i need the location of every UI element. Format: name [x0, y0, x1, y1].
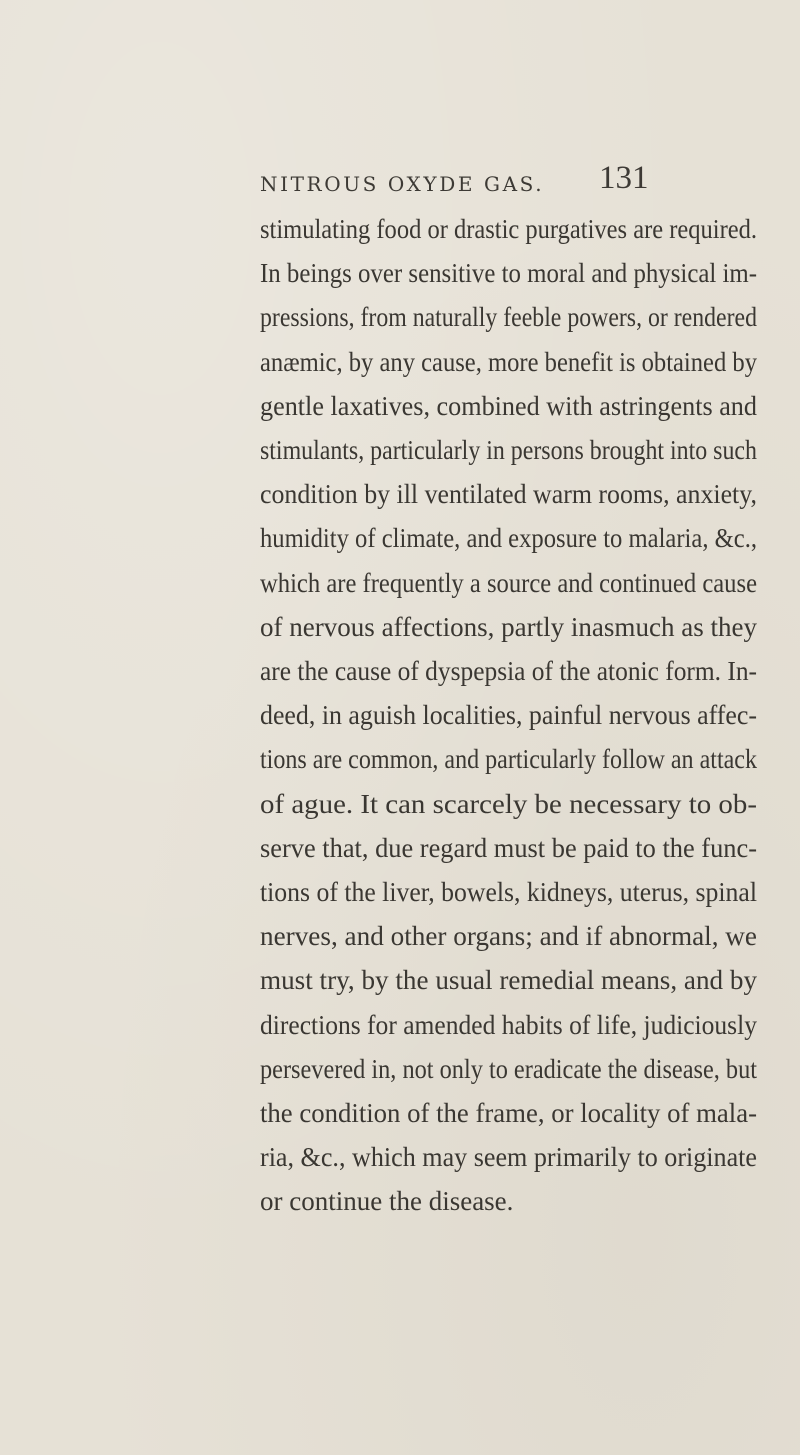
text-line: pressions, from naturally feeble powers, or rendered — [260, 302, 757, 332]
running-head — [260, 160, 660, 200]
text-line: gentle laxatives, combined with astringents and — [260, 391, 757, 421]
text-line: tions of the liver, bowels, kidneys, uterus, spinal — [260, 877, 757, 907]
text-line: deed, in aguish localities, painful nervous affec- — [260, 700, 758, 730]
text-line: anæmic, by any cause, more benefit is obtained by — [260, 347, 757, 377]
text-line: stimulating food or drastic purgatives are required. — [260, 214, 757, 244]
text-line: tions are common, and particularly follow an attack — [260, 744, 758, 774]
text-line: In beings over sensitive to moral and physical im- — [260, 258, 758, 288]
text-line: must try, by the usual remedial means, and by — [260, 965, 758, 995]
text-line: directions for amended habits of life, judiciously — [260, 1010, 757, 1040]
text-line: of ague. It can scarcely be necessary to ob- — [260, 789, 757, 819]
text-line: are the cause of dyspepsia of the atonic form. In- — [260, 656, 758, 686]
text-line: humidity of climate, and exposure to malaria, &c., — [260, 523, 758, 553]
text-line: nerves, and other organs; and if abnormal, we — [260, 921, 757, 951]
page-number: 131 — [599, 160, 649, 196]
text-line: serve that, due regard must be paid to the func- — [260, 833, 757, 863]
text-line: condition by ill ventilated warm rooms, anxiety, — [260, 479, 757, 509]
text-line: which are frequently a source and continued cause — [260, 568, 757, 598]
text-line: stimulants, particularly in persons brought into such — [260, 435, 757, 465]
text-line: of nervous affections, partly inasmuch as they — [260, 612, 758, 642]
text-line: ria, &c., which may seem primarily to originate — [260, 1142, 758, 1172]
text-line: or continue the disease. — [260, 1186, 514, 1216]
text-line: the condition of the frame, or locality of mala- — [260, 1098, 758, 1128]
text-line: persevered in, not only to eradicate the disease, but — [260, 1054, 758, 1084]
running-title: NITROUS OXYDE GAS. — [260, 172, 545, 196]
